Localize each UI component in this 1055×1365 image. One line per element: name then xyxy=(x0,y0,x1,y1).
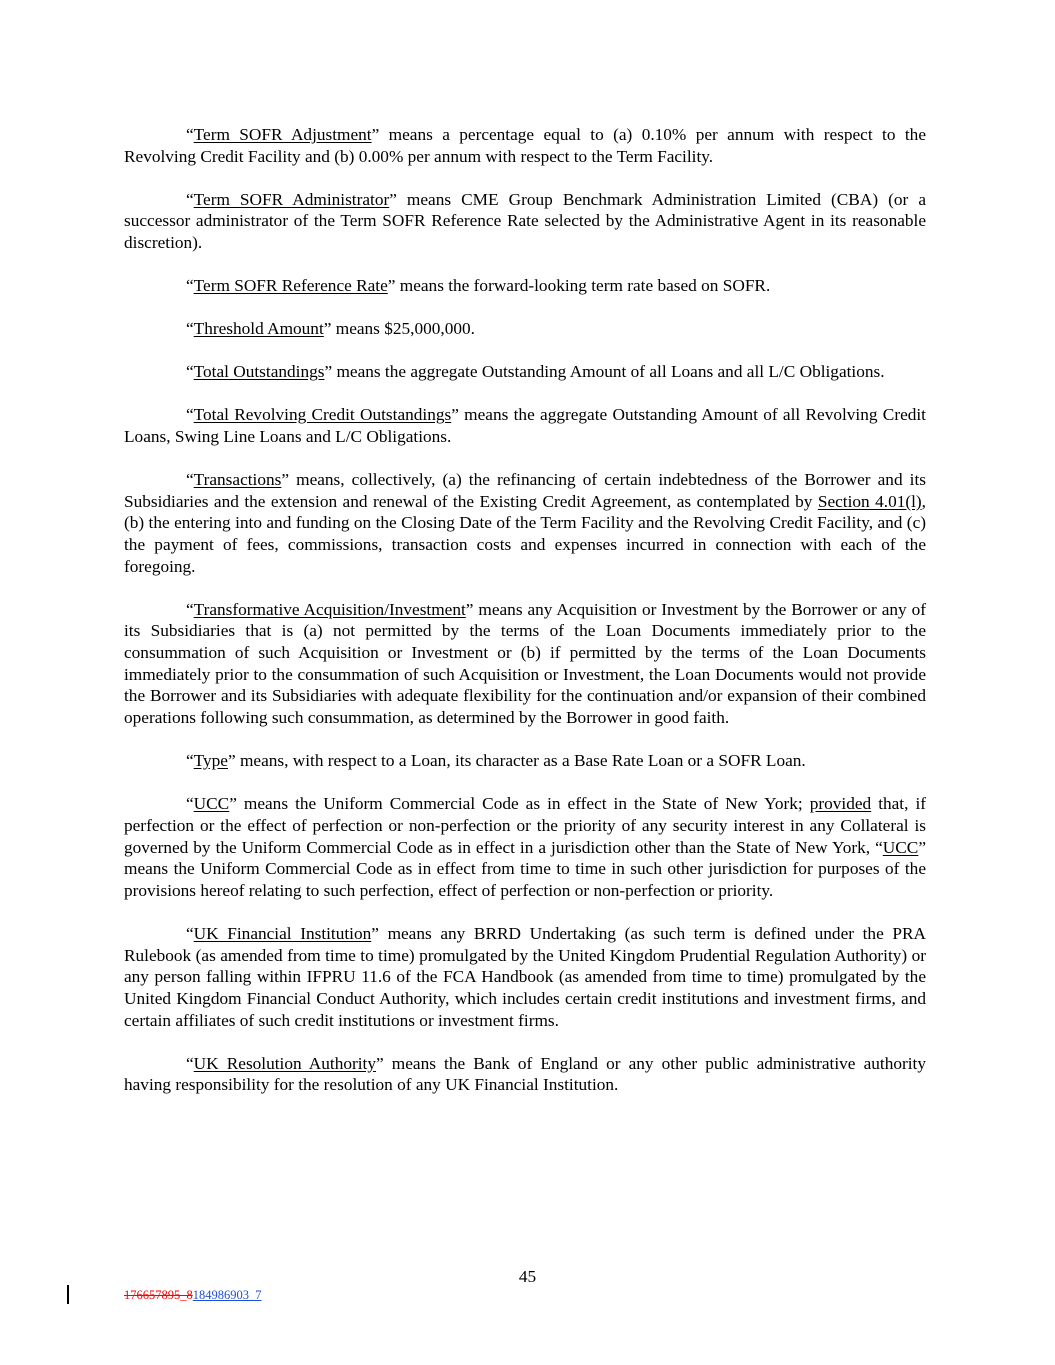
definition-term-sofr-reference-rate: “Term SOFR Reference Rate” means the forward-looking term rate based on SOFR. xyxy=(186,276,771,296)
definition-total-outstandings: “Total Outstandings” means the aggregate Outstanding Amount of all Loans and all L/C Obligations. xyxy=(186,362,885,382)
defined-term: Threshold Amount xyxy=(193,319,324,339)
definition-total-revolving-credit-outstandings: “Total Revolving Credit Outstandings” means the aggregate Outstanding Amount of all Revolving Credit Loans, Swing Line Loans and L/C Obligations. xyxy=(124,405,926,446)
document-id-inserted: 184986903_7 xyxy=(192,1288,262,1302)
definition-ucc: “UCC” means the Uniform Commercial Code as in effect in the State of New York; provided that, if perfection or the effect of perfection or non-perfection or the priority of any security interest in any Collateral is governed by the Uniform Commercial Code as in effect in a jurisdiction other than the State of New York, “UCC” means the Uniform Commercial Code as in effect from time to time in such other jurisdiction for purposes of the provisions hereof relating to such perfection, effect of perfection or non-perfection or priority. xyxy=(124,794,926,900)
document-id xyxy=(124,1288,262,1303)
definitions-list xyxy=(124,124,926,1117)
defined-term: UCC xyxy=(193,794,230,814)
defined-term: Term SOFR Reference Rate xyxy=(193,276,388,296)
proviso-word: provided xyxy=(809,794,872,814)
defined-term: Type xyxy=(193,751,228,771)
definition-transformative-acquisition: “Transformative Acquisition/Investment” means any Acquisition or Investment by the Borrower or any of its Subsidiaries that is (a) not permitted by the terms of the Loan Documents immediately prior to the consummation of such Acquisition or Investment or (b) if permitted by the terms of the Loan Documents immediately prior to the consummation of such Acquisition or Investment, the Loan Documents would not provide the Borrower and its Subsidiaries with adequate flexibility for the continuation and/or expansion of their combined operations following such consummation, as determined by the Borrower in good faith. xyxy=(124,599,926,728)
section-reference-link: Section 4.01(l) xyxy=(817,491,922,511)
definition-uk-resolution-authority: “UK Resolution Authority” means the Bank of England or any other public administrative authority having responsibility for the resolution of any UK Financial Institution. xyxy=(124,1053,926,1095)
definition-threshold-amount: “Threshold Amount” means $25,000,000. xyxy=(186,319,475,339)
definition-term-sofr-administrator: “Term SOFR Administrator” means CME Group Benchmark Administration Limited (CBA) (or a successor administrator of the Term SOFR Reference Rate selected by the Administrative Agent in its reasonable discretion). xyxy=(124,189,926,253)
defined-term: Total Revolving Credit Outstandings xyxy=(193,405,452,425)
defined-term: Transformative Acquisition/Investment xyxy=(193,599,466,619)
page-number: 45 xyxy=(518,1267,537,1286)
defined-term: Term SOFR Adjustment xyxy=(193,125,372,144)
defined-term: Total Outstandings xyxy=(193,362,325,382)
definition-term-sofr-adjustment: “Term SOFR Adjustment” means a percentage equal to (a) 0.10% per annum with respect to the Revolving Credit Facility and (b) 0.00% per annum with respect to the Term Facility. xyxy=(124,125,926,166)
definition-type: “Type” means, with respect to a Loan, its character as a Base Rate Loan or a SOFR Loan. xyxy=(186,751,806,771)
defined-term: UCC xyxy=(882,837,919,857)
revision-change-bar xyxy=(67,1285,69,1304)
document-id-deleted: 176657895_8 xyxy=(124,1288,193,1302)
definition-uk-financial-institution: “UK Financial Institution” means any BRRD Undertaking (as such term is defined under the PRA Rulebook (as amended from time to time) promulgated by the United Kingdom Prudential Regulation Authority) or any person falling within IFPRU 11.6 of the FCA Handbook (as amended from time to time) promulgated by the United Kingdom Financial Conduct Authority, which includes certain credit institutions and investment firms, and certain affiliates of such credit institutions or investment firms. xyxy=(124,923,926,1030)
defined-term: UK Financial Institution xyxy=(193,923,372,943)
defined-term: Transactions xyxy=(193,469,282,489)
defined-term: Term SOFR Administrator xyxy=(193,189,390,209)
defined-term: UK Resolution Authority xyxy=(193,1053,376,1073)
definition-transactions: “Transactions” means, collectively, (a) the refinancing of certain indebtedness of the Borrower and its Subsidiaries and the extension and renewal of the Existing Credit Agreement, as contemplated by Section 4.01(l), (b) the entering into and funding on the Closing Date of the Term Facility and the Revolving Credit Facility, and (c) the payment of fees, commissions, transaction costs and expenses incurred in connection with each of the foregoing. xyxy=(124,469,926,576)
